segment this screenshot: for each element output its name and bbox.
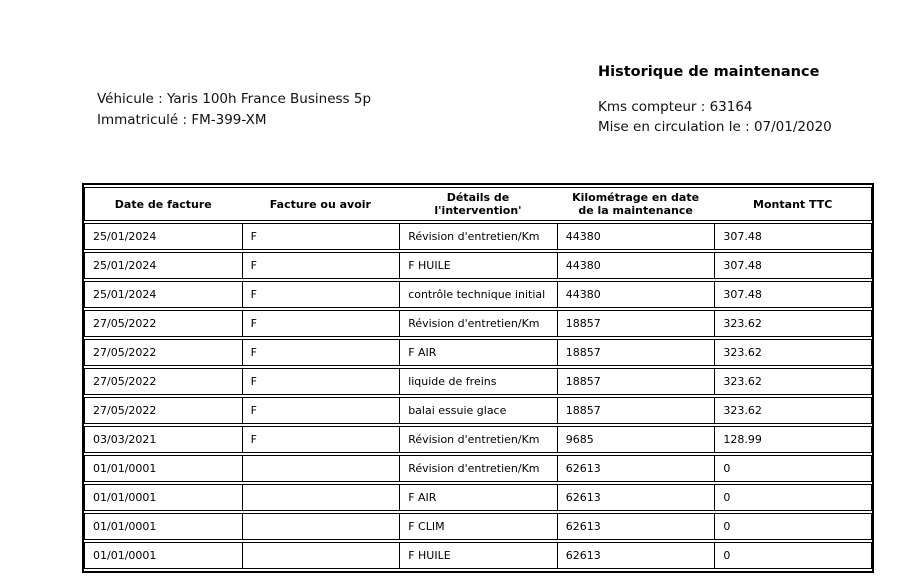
cell-invoice-type: F [242, 223, 400, 250]
cell-date: 01/01/0001 [84, 455, 242, 482]
cell-detail: Révision d'entretien/Km [399, 455, 557, 482]
cell-kilometrage: 9685 [557, 426, 715, 453]
cell-date: 01/01/0001 [84, 484, 242, 511]
cell-invoice-type [242, 484, 400, 511]
table-row [84, 339, 872, 366]
table-row [84, 455, 872, 482]
cell-kilometrage: 62613 [557, 513, 715, 540]
vehicle-info-block [97, 89, 371, 131]
cell-invoice-type: F [242, 368, 400, 395]
table-row [84, 542, 872, 569]
cell-detail: liquide de freins [399, 368, 557, 395]
cell-amount: 307.48 [714, 281, 872, 308]
cell-detail: balai essuie glace [399, 397, 557, 424]
cell-date: 25/01/2024 [84, 223, 242, 250]
table-row [84, 310, 872, 337]
cell-invoice-type [242, 513, 400, 540]
cell-date: 25/01/2024 [84, 281, 242, 308]
cell-kilometrage: 62613 [557, 455, 715, 482]
cell-date: 01/01/0001 [84, 513, 242, 540]
cell-detail: contrôle technique initial [399, 281, 557, 308]
odometer-line: Kms compteur : 63164 [598, 99, 753, 115]
cell-kilometrage: 18857 [557, 339, 715, 366]
cell-amount: 307.48 [714, 223, 872, 250]
cell-invoice-type: F [242, 397, 400, 424]
cell-kilometrage: 18857 [557, 368, 715, 395]
vehicle-model-line: Véhicule : Yaris 100h France Business 5p [97, 91, 372, 107]
table-row [84, 513, 872, 540]
cell-date: 27/05/2022 [84, 310, 242, 337]
report-info-block [598, 64, 832, 137]
cell-amount: 323.62 [714, 397, 872, 424]
table-header-row [84, 187, 872, 221]
maintenance-table-container [82, 183, 874, 573]
cell-detail: F AIR [399, 339, 557, 366]
cell-invoice-type: F [242, 252, 400, 279]
cell-amount: 307.48 [714, 252, 872, 279]
table-row [84, 368, 872, 395]
cell-detail: F CLIM [399, 513, 557, 540]
cell-invoice-type: F [242, 339, 400, 366]
table-row [84, 223, 872, 250]
cell-kilometrage: 18857 [557, 397, 715, 424]
cell-date: 03/03/2021 [84, 426, 242, 453]
cell-amount: 323.62 [714, 368, 872, 395]
cell-amount: 323.62 [714, 339, 872, 366]
vehicle-plate-line: Immatriculé : FM-399-XM [97, 112, 267, 128]
maintenance-table [84, 185, 872, 571]
table-row [84, 397, 872, 424]
cell-amount: 128.99 [714, 426, 872, 453]
cell-kilometrage: 62613 [557, 542, 715, 569]
cell-amount: 0 [714, 484, 872, 511]
cell-amount: 0 [714, 455, 872, 482]
column-header-date: Date de facture [84, 187, 242, 221]
cell-kilometrage: 44380 [557, 252, 715, 279]
column-header-detail: Détails de l'intervention' [399, 187, 557, 221]
cell-invoice-type: F [242, 310, 400, 337]
cell-date: 25/01/2024 [84, 252, 242, 279]
cell-invoice-type [242, 542, 400, 569]
cell-date: 27/05/2022 [84, 368, 242, 395]
column-header-invoice-type: Facture ou avoir [242, 187, 400, 221]
cell-detail: Révision d'entretien/Km [399, 426, 557, 453]
cell-detail: Révision d'entretien/Km [399, 223, 557, 250]
table-row [84, 252, 872, 279]
cell-amount: 0 [714, 513, 872, 540]
cell-detail: F AIR [399, 484, 557, 511]
cell-invoice-type: F [242, 281, 400, 308]
cell-amount: 0 [714, 542, 872, 569]
cell-amount: 323.62 [714, 310, 872, 337]
cell-kilometrage: 44380 [557, 223, 715, 250]
cell-kilometrage: 18857 [557, 310, 715, 337]
column-header-kilometrage: Kilométrage en date de la maintenance [557, 187, 715, 221]
table-row [84, 426, 872, 453]
cell-invoice-type [242, 455, 400, 482]
cell-detail: F HUILE [399, 542, 557, 569]
cell-date: 01/01/0001 [84, 542, 242, 569]
table-row [84, 484, 872, 511]
cell-date: 27/05/2022 [84, 397, 242, 424]
cell-kilometrage: 44380 [557, 281, 715, 308]
cell-date: 27/05/2022 [84, 339, 242, 366]
cell-detail: Révision d'entretien/Km [399, 310, 557, 337]
registration-date-line: Mise en circulation le : 07/01/2020 [598, 118, 832, 135]
cell-kilometrage: 62613 [557, 484, 715, 511]
cell-invoice-type: F [242, 426, 400, 453]
report-meta [598, 98, 832, 137]
column-header-amount: Montant TTC [714, 187, 872, 221]
page-title: Historique de maintenance [598, 64, 820, 80]
table-row [84, 281, 872, 308]
cell-detail: F HUILE [399, 252, 557, 279]
